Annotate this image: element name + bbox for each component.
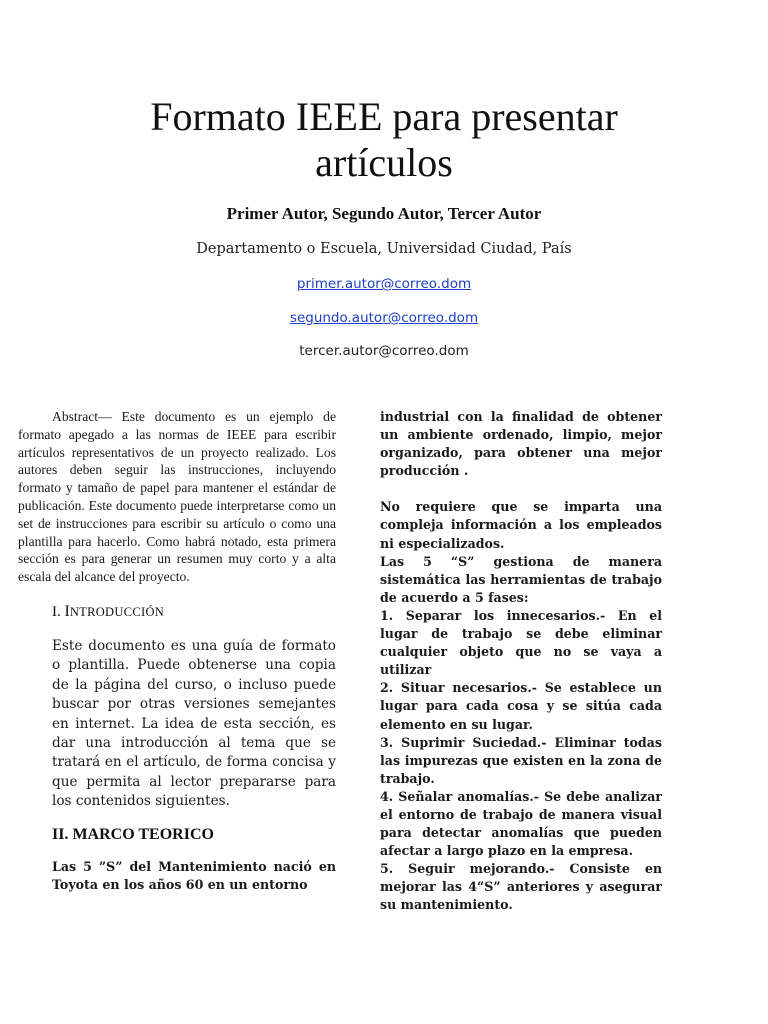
section-heading-introduction [52, 603, 336, 621]
abstract-paragraph: Abstract— Este documento es un ejemplo de formato apegado a las normas de IEEE para escribir artículos representativos de un proyecto realizado. Los autores deben seguir las instrucciones, incluyendo formato y tamaño de papel para mantener el estándar de publicación. Este documento puede interpretarse como un set de instrucciones para escribir su artículo o como una plantilla para hacerlo. Como habrá notado, esta primera sección es para generar un resumen muy corto y a alta escala del alcance del proyecto. [18, 409, 336, 585]
right-paragraph-phases: Las 5 “S” gestiona de manera sistemática las herramientas de trabajo de acuerdo a 5 fases: [380, 553, 662, 605]
phase-item: 2. Situar necesarios.- Se establece un lugar para cada cosa y se sitúa cada elemento en su lugar. [380, 680, 662, 732]
phase-item: 3. Suprimir Suciedad.- Eliminar todas las impurezas que existen en la zona de trabajo. [380, 734, 662, 786]
phase-item: 5. Seguir mejorando.- Consiste en mejorar las 4“S” anteriores y asegurar su mantenimiento. [380, 861, 662, 913]
right-paragraph-training: No requiere que se imparta una compleja información a los empleados ni especializados. [380, 499, 662, 551]
document-title: Formato IEEE para presentar artículos [150, 94, 618, 185]
email-link-second[interactable]: segundo.autor@correo.dom [289, 310, 479, 326]
marco-teorico-paragraph: Las 5 ”S” del Mantenimiento nació en Toyota en los años 60 en un entorno [52, 858, 336, 892]
heading-rest: NTRODUCCIÓN [69, 604, 165, 619]
author-list: Primer Autor, Segundo Autor, Tercer Autor [226, 204, 542, 223]
phase-item: 4. Señalar anomalías.- Se debe analizar el entorno de trabajo de manera visual para detectar anomalías que pueden afectar a largo plazo en la empresa. [380, 788, 662, 859]
heading-first-letter: I [64, 602, 70, 620]
affiliation: Departamento o Escuela, Universidad Ciudad, País [196, 241, 572, 257]
introduction-paragraph: Este documento es una guía de formato o plantilla. Puede obtenerse una copia de la página del curso, o incluso puede buscar por otras versiones semejantes en internet. La idea de esta sección, es dar una introducción al tema que se tratará en el artículo, de forma concisa y que permita al lector prepararse para los contenidos siguientes. [52, 637, 336, 810]
email-third: tercer.autor@correo.dom [299, 343, 469, 359]
right-column [380, 408, 662, 915]
section-heading-marco-teorico: II. MARCO TEORICO [52, 825, 214, 843]
email-link-first[interactable]: primer.autor@correo.dom [296, 276, 472, 292]
phase-item: 1. Separar los innecesarios.- En el lugar de trabajo se debe eliminar cualquier objeto que no se vaya a utilizar [380, 607, 662, 678]
left-column [18, 408, 336, 894]
right-paragraph-continuation: industrial con la finalidad de obtener un ambiente ordenado, limpio, mejor organizado, para obtener una mejor producción . [380, 409, 662, 479]
heading-numeral: I. [52, 603, 65, 620]
